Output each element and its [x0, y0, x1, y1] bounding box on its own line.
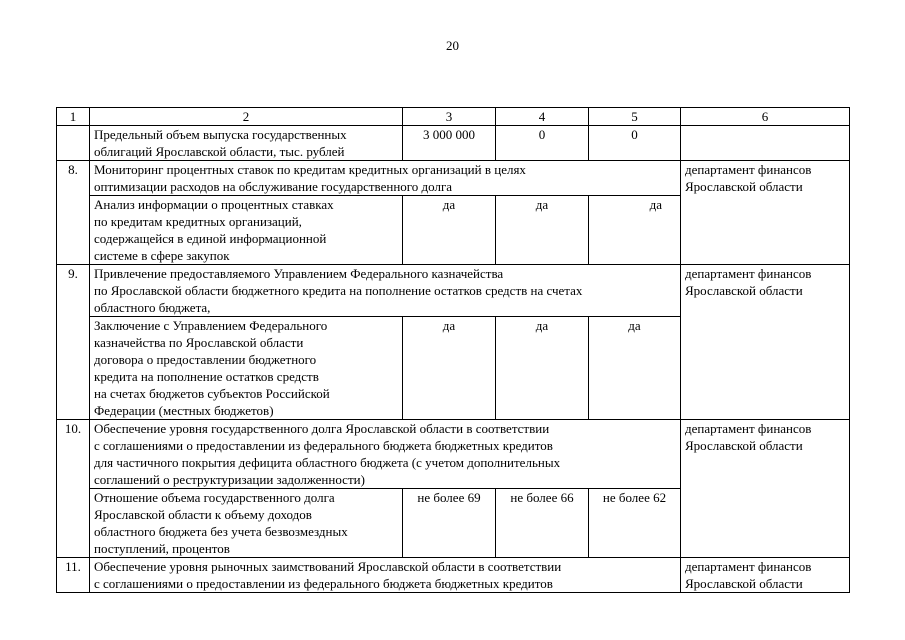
row-number-cell: 9. — [57, 265, 90, 420]
value-cell: да — [403, 196, 496, 265]
table-row — [57, 265, 850, 317]
table-row — [57, 558, 850, 593]
page-number: 20 — [446, 38, 459, 53]
header-cell-3: 3 — [403, 108, 496, 126]
measure-title-cell: Привлечение предоставляемого Управлением Федерального казначейства по Ярославской области бюджетного кредита на пополнение остатков средств на счетах областного бюджета, — [90, 265, 681, 317]
header-row — [57, 108, 850, 126]
row-number-cell: 11. — [57, 558, 90, 593]
value-cell: да — [496, 317, 589, 420]
responsible-cell — [681, 126, 850, 161]
header-cell-1: 1 — [57, 108, 90, 126]
header-cell-5: 5 — [589, 108, 681, 126]
measure-title-cell: Обеспечение уровня государственного долга Ярославской области в соответствии с соглашениями о предоставлении из федерального бюджета бюджетных кредитов для частичного покрытия дефицита областного бюджета (с учетом дополнительных соглашений о реструктуризации задолженности) — [90, 420, 681, 489]
indicator-cell: Отношение объема государственного долга Ярославской области к объему доходов областного бюджета без учета безвозмездных поступлений, процентов — [90, 489, 403, 558]
responsible-cell: департамент финансов Ярославской области — [681, 161, 850, 265]
program-table — [56, 107, 850, 593]
row-number-cell: 10. — [57, 420, 90, 558]
indicator-cell: Предельный объем выпуска государственных облигаций Ярославской области, тыс. рублей — [90, 126, 403, 161]
header-cell-6: 6 — [681, 108, 850, 126]
value-cell: 0 — [589, 126, 681, 161]
responsible-cell: департамент финансов Ярославской области — [681, 558, 850, 593]
indicator-cell: Заключение с Управлением Федерального казначейства по Ярославской области договора о предоставлении бюджетного кредита на пополнение остатков средств на счетах бюджетов субъектов Российской Федерации (местных бюджетов) — [90, 317, 403, 420]
value-cell: да — [589, 317, 681, 420]
value-cell: не более 62 — [589, 489, 681, 558]
header-cell-4: 4 — [496, 108, 589, 126]
responsible-cell: департамент финансов Ярославской области — [681, 420, 850, 558]
header-cell-2: 2 — [90, 108, 403, 126]
value-cell: да — [403, 317, 496, 420]
value-cell: 0 — [496, 126, 589, 161]
value-cell: да — [496, 196, 589, 265]
value-cell: не более 69 — [403, 489, 496, 558]
table-row — [57, 161, 850, 196]
indicator-cell: Анализ информации о процентных ставках по кредитам кредитных организаций, содержащейся в единой информационной системе в сфере закупок — [90, 196, 403, 265]
value-cell: да — [589, 196, 681, 265]
value-cell: 3 000 000 — [403, 126, 496, 161]
measure-title-cell: Мониторинг процентных ставок по кредитам кредитных организаций в целях оптимизации расходов на обслуживание государственного долга — [90, 161, 681, 196]
value-cell: не более 66 — [496, 489, 589, 558]
row-number-cell — [57, 126, 90, 161]
row-number-cell: 8. — [57, 161, 90, 265]
table-row — [57, 420, 850, 489]
responsible-cell: департамент финансов Ярославской области — [681, 265, 850, 420]
table-row — [57, 126, 850, 161]
measure-title-cell: Обеспечение уровня рыночных заимствований Ярославской области в соответствии с соглашениями о предоставлении из федерального бюджета бюджетных кредитов — [90, 558, 681, 593]
